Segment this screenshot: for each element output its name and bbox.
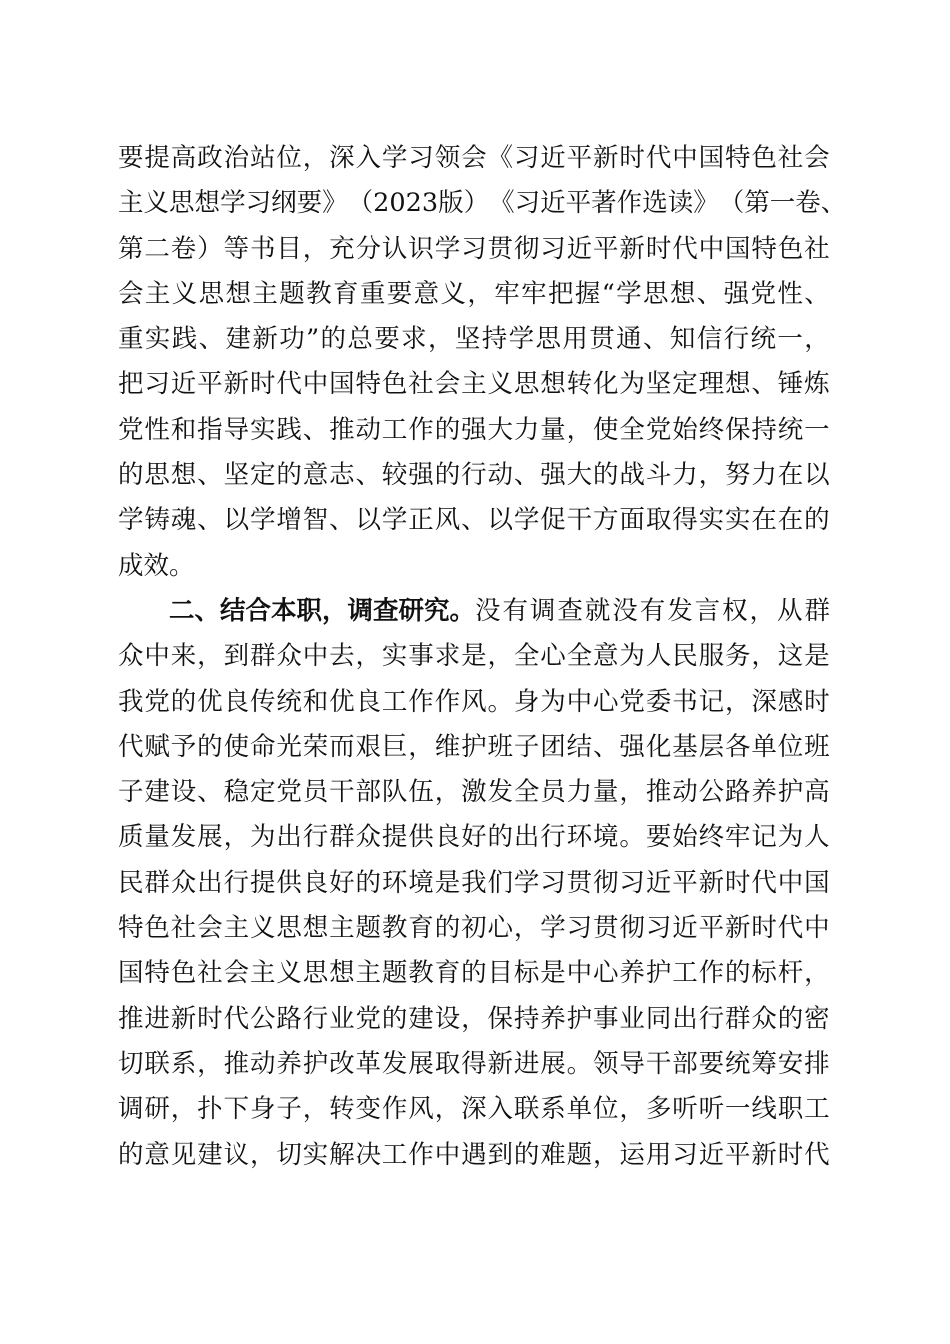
text-line: 主 义 思 想 学 习 纲 要 》 （ 2023 版 ） 《 习 近 平 著 作 选 读 》 （ 第 一 卷 、 [118, 188, 847, 219]
text-line: 党 性 和 指 导 实 践 、 推 动 工 作 的 强 大 力 量 ， 使 全 党 始 终 保 持 统 一 [118, 414, 830, 445]
section-heading: 二、结合本职，调查研究。 [169, 595, 476, 626]
text-line: 众 中 来 ， 到 群 众 中 去 ， 实 事 求 是 ， 全 心 全 意 为 人 民 服 务 ， 这 是 [118, 641, 830, 672]
text-line: 重 实 践 、 建 新 功 ” 的 总 要 求 ， 坚 持 学 思 用 贯 通 、 知 信 行 统 一 ， [118, 324, 830, 355]
text-line: 会 主 义 思 想 主 题 教 育 重 要 意 义 ， 牢 牢 把 握 “ 学 思 想 、 强 党 性 、 [118, 278, 830, 309]
text-line: 民 群 众 出 行 提 供 良 好 的 环 境 是 我 们 学 习 贯 彻 习 近 平 新 时 代 中 国 [118, 867, 830, 898]
text-line: 切 联 系 ， 推 动 养 护 改 革 发 展 取 得 新 进 展 。 领 导 干 部 要 统 筹 安 排 [118, 1048, 830, 1079]
paragraph-1 [118, 136, 847, 589]
text-line: 特 色 社 会 主 义 思 想 主 题 教 育 的 初 心 ， 学 习 贯 彻 习 近 平 新 时 代 中 [118, 913, 830, 944]
text-line: 要 提 高 政 治 站 位 ， 深 入 学 习 领 会 《 习 近 平 新 时 代 中 国 特 色 社 会 [118, 143, 830, 173]
text-line: 成效。 [118, 550, 195, 581]
text-line: 推 进 新 时 代 公 路 行 业 党 的 建 设 ， 保 持 养 护 事 业 同 出 行 群 众 的 密 [118, 1003, 830, 1034]
text-line: 国 特 色 社 会 主 义 思 想 主 题 教 育 的 目 标 是 中 心 养 护 工 作 的 标 杆 ， [118, 958, 830, 989]
text-line: 我 党 的 优 良 传 统 和 优 良 工 作 作 风 。 身 为 中 心 党 委 书 记 ， 深 感 时 [118, 686, 830, 717]
text-line: 的 思 想 、 坚 定 的 意 志 、 较 强 的 行 动 、 强 大 的 战 斗 力 ， 努 力 在 以 [118, 460, 830, 491]
paragraph-2-first-line [118, 589, 830, 634]
text-line: 调 研 ， 扑 下 身 子 ， 转 变 作 风 ， 深 入 联 系 单 位 ， 多 听 听 一 线 职 工 [118, 1094, 830, 1125]
text-line: 代 赋 予 的 使 命 光 荣 而 艰 巨 ， 维 护 班 子 团 结 、 强 化 基 层 各 单 位 班 [118, 731, 830, 762]
text-line: 质 量 发 展 ， 为 出 行 群 众 提 供 良 好 的 出 行 环 境 。 要 始 终 牢 记 为 人 [118, 822, 830, 853]
text-line: 学 铸 魂 、 以 学 增 智 、 以 学 正 风 、 以 学 促 干 方 面 取 得 实 实 在 在 的 [118, 505, 830, 536]
text-line: 第 二 卷 ） 等 书 目 ， 充 分 认 识 学 习 贯 彻 习 近 平 新 时 代 中 国 特 色 社 [118, 233, 830, 264]
text-line: 把 习 近 平 新 时 代 中 国 特 色 社 会 主 义 思 想 转 化 为 坚 定 理 想 、 锤 炼 [118, 369, 830, 400]
first-line-text: 没 有 调 查 就 没 有 发 言 权 ， 从 群 [475, 595, 830, 626]
text-line: 的 意 见 建 议 ， 切 实 解 决 工 作 中 遇 到 的 难 题 ， 运 用 习 近 平 新 时 代 [118, 1139, 830, 1170]
document-body [118, 136, 847, 1178]
paragraph-2 [118, 589, 830, 1178]
text-line: 子 建 设 、 稳 定 党 员 干 部 队 伍 ， 激 发 全 员 力 量 ， 推 动 公 路 养 护 高 [118, 777, 830, 808]
